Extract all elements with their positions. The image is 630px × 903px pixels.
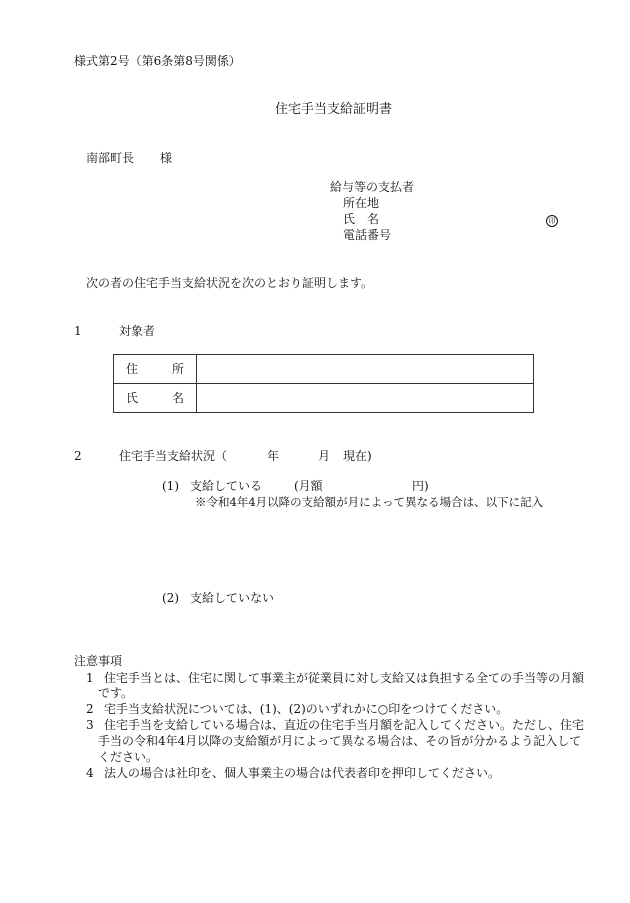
seal-mark <box>546 213 558 227</box>
form-number: 様式第2号（第6条第8号関係） <box>74 54 241 68</box>
note-1-line2: です。 <box>98 686 134 700</box>
table-row <box>114 384 534 413</box>
option2-number: (2) <box>162 591 179 605</box>
addressee-name: 南部町長 <box>86 151 135 165</box>
name-label-a: 氏 <box>126 391 139 405</box>
notes-heading: 注意事項 <box>74 654 123 668</box>
section1-number: 1 <box>74 324 82 338</box>
payer-name-label-1: 氏 <box>343 212 356 226</box>
page-title: 住宅手当支給証明書 <box>275 102 393 117</box>
name-value-cell[interactable] <box>197 384 534 413</box>
month-label: 月 <box>318 449 331 463</box>
option1-text: 支給している <box>190 479 263 493</box>
payer-phone-label: 電話番号 <box>343 228 392 242</box>
payer-heading: 給与等の支払者 <box>330 180 415 194</box>
note-3-line3: ください。 <box>98 750 159 764</box>
section2-heading: 住宅手当支給状況（ <box>119 449 228 463</box>
note-3-line2: 手当の令和4年4月以降の支給額が月によって異なる場合は、その旨が分かるよう記入して <box>98 734 582 748</box>
variation-note: ※令和4年4月以降の支給額が月によって異なる場合は、以下に記入 <box>195 495 544 509</box>
current-label: 現在) <box>343 449 372 463</box>
address-label-cell <box>114 355 197 384</box>
addressee-suffix: 様 <box>160 151 173 165</box>
target-person-table <box>113 354 534 413</box>
table-row <box>114 355 534 384</box>
name-label-b: 名 <box>171 391 184 405</box>
payer-address-label: 所在地 <box>343 196 380 210</box>
section2-number: 2 <box>74 449 82 463</box>
note-1-number: 1 <box>86 671 94 685</box>
payer-name-label-2: 名 <box>367 212 380 226</box>
yen-close: 円) <box>412 479 429 493</box>
note-4-number: 4 <box>86 766 94 780</box>
note-1-line1: 住宅手当とは、住宅に関して事業主が従業員に対し支給又は負担する全ての手当等の月額 <box>104 671 585 685</box>
seal-icon: 印 <box>546 215 558 227</box>
option1-number: (1) <box>162 479 179 493</box>
monthly-open: (月額 <box>294 479 323 493</box>
address-label-b: 所 <box>171 362 184 376</box>
option2-text: 支給していない <box>190 591 275 605</box>
note-3-number: 3 <box>86 718 94 732</box>
year-label: 年 <box>267 449 280 463</box>
address-value-cell[interactable] <box>197 355 534 384</box>
intro-text: 次の者の住宅手当支給状況を次のとおり証明します。 <box>86 276 374 290</box>
note-2-line1: 宅手当支給状況については、(1)、(2)のいずれかに○印をつけてください。 <box>104 702 509 716</box>
note-3-line1: 住宅手当を支給している場合は、直近の住宅手当月額を記入してください。ただし、住宅 <box>104 718 585 732</box>
note-2-number: 2 <box>86 702 94 716</box>
name-label-cell <box>114 384 197 413</box>
section1-heading: 対象者 <box>119 324 156 338</box>
address-label-a: 住 <box>126 362 139 376</box>
note-4-line1: 法人の場合は社印を、個人事業主の場合は代表者印を押印してください。 <box>104 766 501 780</box>
